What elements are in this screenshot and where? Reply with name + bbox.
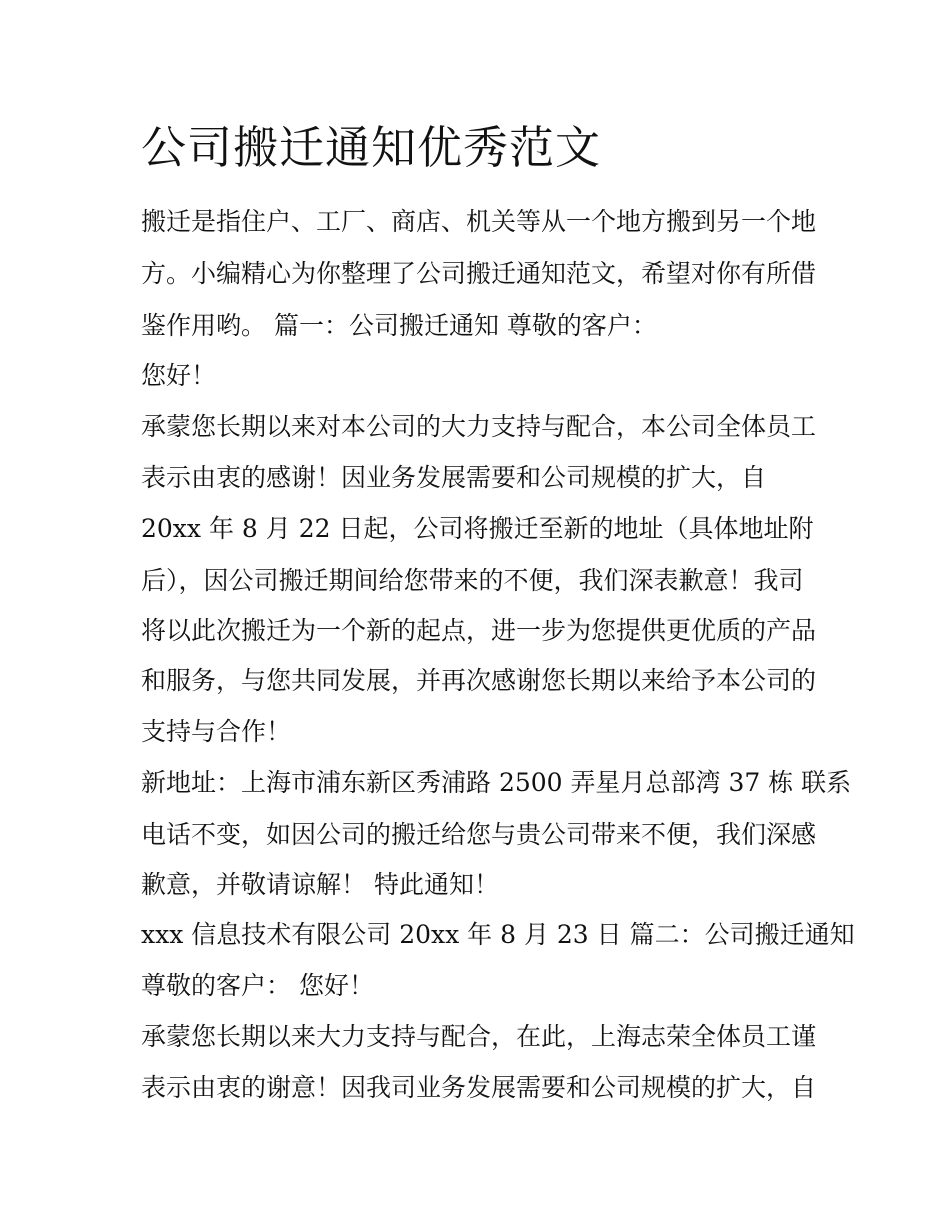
text-line: 搬迁是指住户、工厂、商店、机关等从一个地方搬到另一个地: [141, 207, 817, 236]
text-line: 承蒙您长期以来对本公司的大力支持与配合，本公司全体员工: [141, 412, 817, 441]
text-line: xxx 信息技术有限公司 20xx 年 8 月 23 日 篇二：公司搬迁通知: [141, 920, 855, 949]
text-line: 承蒙您长期以来大力支持与配合，在此，上海志荣全体员工谨: [141, 1022, 817, 1051]
text-line: 您好！: [141, 361, 217, 390]
page-title: 公司搬迁通知优秀范文: [141, 121, 602, 174]
text-line: 后），因公司搬迁期间给您带来的不便，我们深表歉意！我司: [141, 566, 804, 595]
text-line: 歉意，并敬请谅解！ 特此通知！: [141, 870, 499, 899]
text-line: 和服务，与您共同发展，并再次感谢您长期以来给予本公司的: [141, 666, 817, 695]
text-line: 新地址：上海市浦东新区秀浦路 2500 弄星月总部湾 37 栋 联系: [141, 768, 852, 797]
text-line: 表示由衷的谢意！因我司业务发展需要和公司规模的扩大，自: [141, 1073, 817, 1102]
text-line: 表示由衷的感谢！因业务发展需要和公司规模的扩大，自: [141, 463, 767, 492]
text-line: 电话不变，如因公司的搬迁给您与贵公司带来不便，我们深感: [141, 820, 817, 849]
text-line: 尊敬的客户： 您好！: [141, 971, 374, 1000]
text-line: 20xx 年 8 月 22 日起，公司将搬迁至新的地址（具体地址附: [141, 514, 814, 543]
text-line: 将以此次搬迁为一个新的起点，进一步为您提供更优质的产品: [141, 616, 817, 645]
text-line: 支持与合作！: [141, 717, 292, 746]
text-line: 鉴作用哟。 篇一：公司搬迁通知 尊敬的客户：: [141, 311, 657, 340]
text-line: 方。小编精心为你整理了公司搬迁通知范文，希望对你有所借: [141, 259, 817, 288]
